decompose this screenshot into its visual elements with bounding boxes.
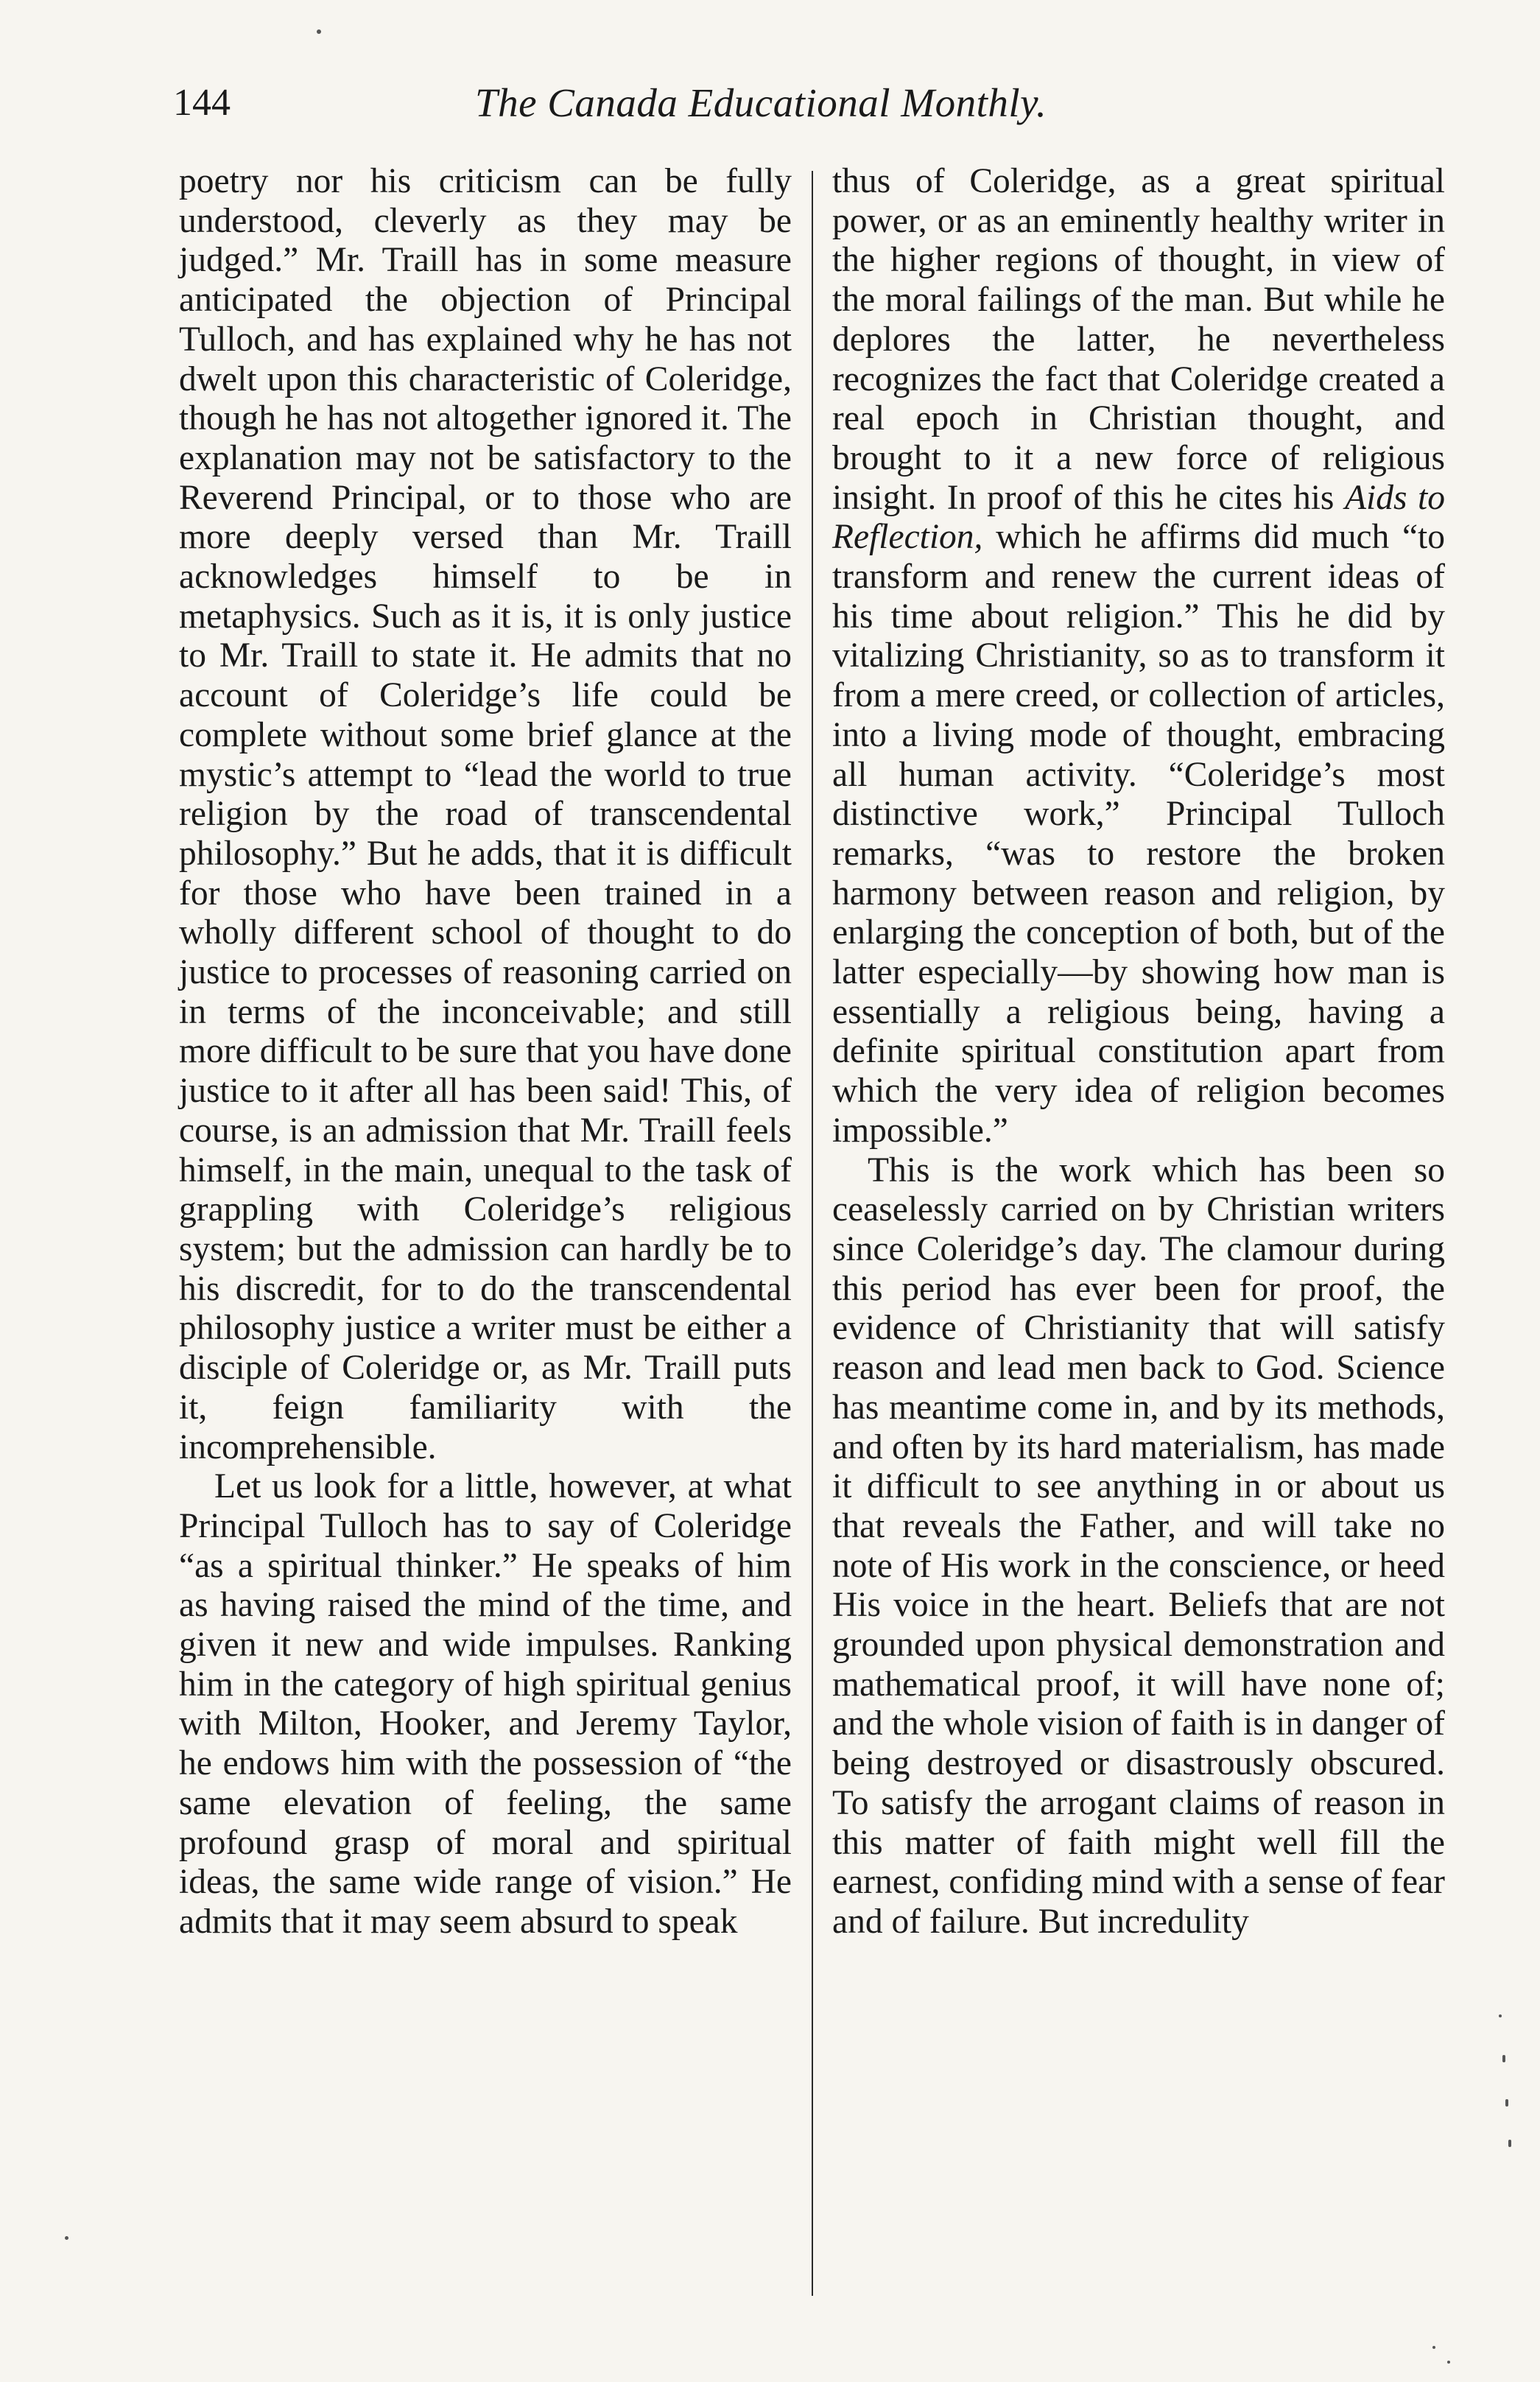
print-speck (1502, 2055, 1505, 2062)
page-header (173, 77, 1344, 129)
book-title-italic: Aids to Reflection, (832, 478, 1445, 557)
print-speck (317, 29, 321, 34)
print-speck (1447, 2361, 1450, 2364)
print-speck (65, 2236, 68, 2240)
left-paragraph-1: poetry nor his criticism can be fully understood, cleverly as they may be judged.” Mr. Traill has in some measure anticipated the objection of Principal Tulloch, and has explained why he has not dwelt upon this characteristic of Coleridge, though he has not altogether ignored it. The explanation may not be satisfactory to the Reverend Principal, or to those who are more deeply versed than Mr. Traill acknowledges himself to be in metaphysics. Such as it is, it is only justice to Mr. Traill to state it. He admits that no account of Coleridge’s life could be complete without some brief glance at the mystic’s attempt to “lead the world to true religion by the road of transcendental philosophy.” But he adds, that it is difficult for those who have been trained in a wholly different school of thought to do justice to processes of reasoning carried on in terms of the inconceivable; and still more difficult to be sure that you have done justice to it after all has been said! This, of course, is an admission that Mr. Traill feels himself, in the main, unequal to the task of grappling with Coleridge’s religious system; but the admission can hardly be to his discredit, for to do the transcendental philosophy justice a writer must be either a disciple of Coleridge or, as Mr. Traill puts it, feign familiarity with the incomprehensible. (179, 162, 792, 1466)
right-paragraph-1-start: thus of Coleridge, as a great spiritual power, or as an eminently healthy writer in the higher regions of thought, in view of the moral failings of the man. But while he deplores the latter, he nevertheless recognizes the fact that Coleridge created a real epoch in Christian thought, and brought to it a new force of religious insight. In proof of this he cites his (832, 162, 1445, 517)
right-paragraph-1-end: which he affirms did much “to transform and renew the current ideas of his time about religion.” This he did by vitalizing Christianity, so as to transform it from a mere creed, or collection of articles, into a living mode of thought, embracing all human activity. “Coleridge’s most distinctive work,” Principal Tulloch remarks, “was to restore the broken harmony between reason and religion, by enlarging the conception of both, but of the latter especially—by showing how man is essentially a religious being, having a definite spiritual constitution apart from which the very idea of religion becomes impossible.” (832, 518, 1446, 1150)
page-number: 144 (173, 82, 231, 124)
right-paragraph-1 (832, 162, 1445, 1151)
left-paragraph-2: Let us look for a little, however, at what Principal Tulloch has to say of Coleridge “as a spiritual thinker.” He speaks of him as having raised the mind of the time, and given it new and wide impulses. Ranking him in the category of high spiritual genius with Milton, Hooker, and Jeremy Taylor, he endows him with the possession of “the same elevation of feeling, the same profound grasp of moral and spiritual ideas, the same wide range of vision.” He admits that it may seem absurd to speak (179, 1467, 792, 1941)
right-paragraph-2: This is the work which has been so ceaselessly carried on by Christian writers since Coleridge’s day. The clamour during this period has ever been for proof, the evidence of Christianity that will satisfy reason and lead men back to God. Science has meantime come in, and by its methods, and often by its hard materialism, has made it difficult to see anything in or about us that reveals the Father, and will take no note of His work in the conscience, or heed His voice in the heart. Beliefs that are not grounded upon physical demonstration and mathematical proof, it will have none of; and the whole vision of faith is in danger of being destroyed or disastrously obscured. To satisfy the arrogant claims of reason in this matter of faith might well fill the earnest, confiding mind with a sense of fear and of failure. But incredulity (832, 1150, 1445, 1941)
print-speck (1508, 2140, 1511, 2147)
running-title: The Canada Educational Monthly. (475, 80, 1047, 125)
print-speck (1505, 2099, 1508, 2107)
column-divider (812, 171, 813, 2296)
right-column (832, 162, 1445, 1942)
left-column (179, 162, 792, 1942)
print-speck (1432, 2346, 1435, 2349)
print-speck (1499, 2014, 1502, 2017)
